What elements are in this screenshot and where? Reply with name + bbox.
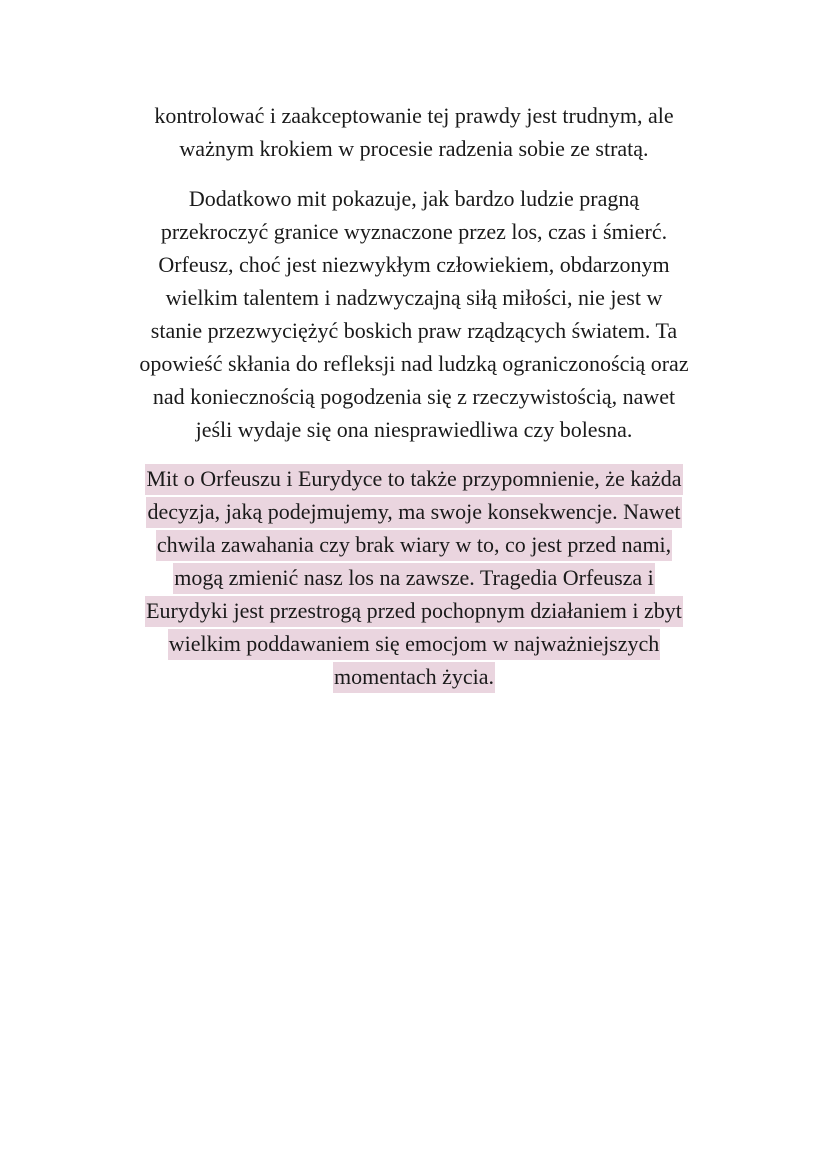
- text-line: opowieść skłania do refleksji nad ludzką ograniczonością oraz: [139, 351, 689, 376]
- highlighted-line: [90, 495, 738, 528]
- highlight-mark: momentach życia.: [333, 662, 495, 693]
- text-line: wielkim talentem i nadzwyczajną siłą miłości, nie jest w: [165, 285, 663, 310]
- text-line: przekroczyć granice wyznaczone przez los, czas i śmierć.: [160, 219, 668, 244]
- highlight-mark: Eurydyki jest przestrogą przed pochopnym działaniem i zbyt: [145, 596, 683, 627]
- highlight-mark: Mit o Orfeuszu i Eurydyce to także przypomnienie, że każda: [145, 464, 682, 495]
- highlight-mark: wielkim poddawaniem się emocjom w najważniejszych: [168, 629, 661, 660]
- highlighted-paragraph: [90, 462, 738, 693]
- paragraph-1: [90, 99, 738, 165]
- paragraph-2: [90, 182, 738, 446]
- highlighted-line: [90, 462, 738, 495]
- text-line: ważnym krokiem w procesie radzenia sobie ze stratą.: [179, 136, 649, 161]
- text-line: jeśli wydaje się ona niesprawiedliwa czy bolesna.: [195, 417, 633, 442]
- text-line: Dodatkowo mit pokazuje, jak bardzo ludzie pragną: [188, 186, 640, 211]
- highlight-mark: mogą zmienić nasz los na zawsze. Tragedia Orfeusza i: [173, 563, 655, 594]
- highlighted-line: [90, 660, 738, 693]
- text-line: stanie przezwyciężyć boskich praw rządzących światem. Ta: [150, 318, 678, 343]
- text-line: Orfeusz, choć jest niezwykłym człowiekiem, obdarzonym: [158, 252, 670, 277]
- highlighted-line: [90, 528, 738, 561]
- highlight-mark: decyzja, jaką podejmujemy, ma swoje konsekwencje. Nawet: [146, 497, 681, 528]
- highlighted-line: [90, 627, 738, 660]
- highlight-mark: chwila zawahania czy brak wiary w to, co jest przed nami,: [156, 530, 672, 561]
- highlighted-line: [90, 561, 738, 594]
- text-line: kontrolować i zaakceptowanie tej prawdy jest trudnym, ale: [154, 103, 674, 128]
- highlighted-line: [90, 594, 738, 627]
- text-line: nad koniecznością pogodzenia się z rzeczywistością, nawet: [152, 384, 676, 409]
